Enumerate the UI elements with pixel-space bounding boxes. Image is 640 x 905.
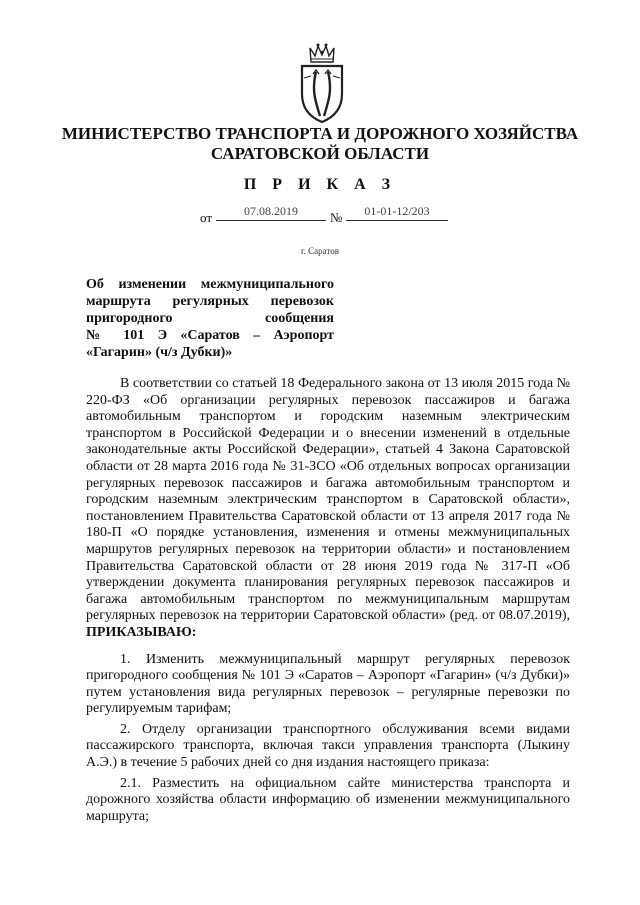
- subject-line: маршрута регулярных перевозок: [86, 294, 334, 309]
- order-item-1: 1. Изменить межмуниципальный маршрут регулярных перевозок пригородного сообщения № 101 Э «Саратов – Аэропорт «Гагарин» (ч/з Дубки)» путем установления вида регулярных перевозок – регулярные перевозки по регулируемым тарифам;: [86, 651, 570, 717]
- order-subject: [86, 276, 334, 361]
- ministry-line-1: МИНИСТЕРСТВО ТРАНСПОРТА И ДОРОЖНОГО ХОЗЯЙСТВА: [61, 124, 579, 143]
- date-label: от: [200, 210, 213, 225]
- ministry-line-2: САРАТОВСКОЙ ОБЛАСТИ: [210, 144, 430, 163]
- coat-of-arms-icon: [296, 42, 348, 124]
- subject-line: № 101 Э «Саратов – Аэропорт: [86, 328, 334, 343]
- number-label: №: [330, 210, 343, 225]
- order-item-2-1: 2.1. Разместить на официальном сайте министерства транспорта и дорожного хозяйства области информацию об изменении межмуниципального маршрута;: [86, 775, 570, 824]
- city-label: г. Саратов: [301, 246, 339, 256]
- subject-line: «Гагарин» (ч/з Дубки)»: [86, 345, 233, 360]
- date-field: 07.08.2019: [216, 204, 326, 221]
- preamble-text: В соответствии со статьей 18 Федерального закона от 13 июля 2015 года № 220-ФЗ «Об организации регулярных перевозок пассажиров и багажа автомобильным транспортом и городским наземным электрическим транспортом в Российской Федерации и о внесении изменений в отдельные законодательные акты Российской Федерации», статьей 4 Закона Саратовской области от 28 марта 2016 года № 31-ЗСО «Об отдельных вопросах организации регулярных перевозок пассажиров и багажа автомобильным транспортом и городским наземным электрическим транспортом в Саратовской области», постановлением Правительства Саратовской области от 13 апреля 2017 года № 180-П «О порядке установления, изменения и отмены межмуниципальных маршрутов регулярных перевозок на территории области» и постановлением Правительства Саратовской области от 28 июня 2019 года № 317-П «Об утверждении документа планирования регулярных перевозок пассажиров и багажа автомобильным транспортом по межмуниципальным маршрутам регулярных перевозок на территории Саратовской области» (ред. от 08.07.2019),: [86, 376, 570, 624]
- subject-line: Об изменении межмуниципального: [86, 277, 334, 292]
- ministry-name: [40, 124, 600, 164]
- order-word: ПРИКАЗЫВАЮ:: [86, 624, 197, 640]
- order-body: [86, 376, 570, 825]
- order-title: П Р И К А З: [243, 176, 397, 193]
- preamble-paragraph: [86, 376, 570, 642]
- order-item-2: 2. Отделу организации транспортного обслуживания всеми видами пассажирского транспорта, включая такси управления транспорта (Лыкину А.Э.) в течение 5 рабочих дней со дня издания настоящего приказа:: [86, 721, 570, 771]
- number-field: 01-01-12/203: [346, 204, 448, 221]
- subject-line: пригородного сообщения: [86, 311, 334, 326]
